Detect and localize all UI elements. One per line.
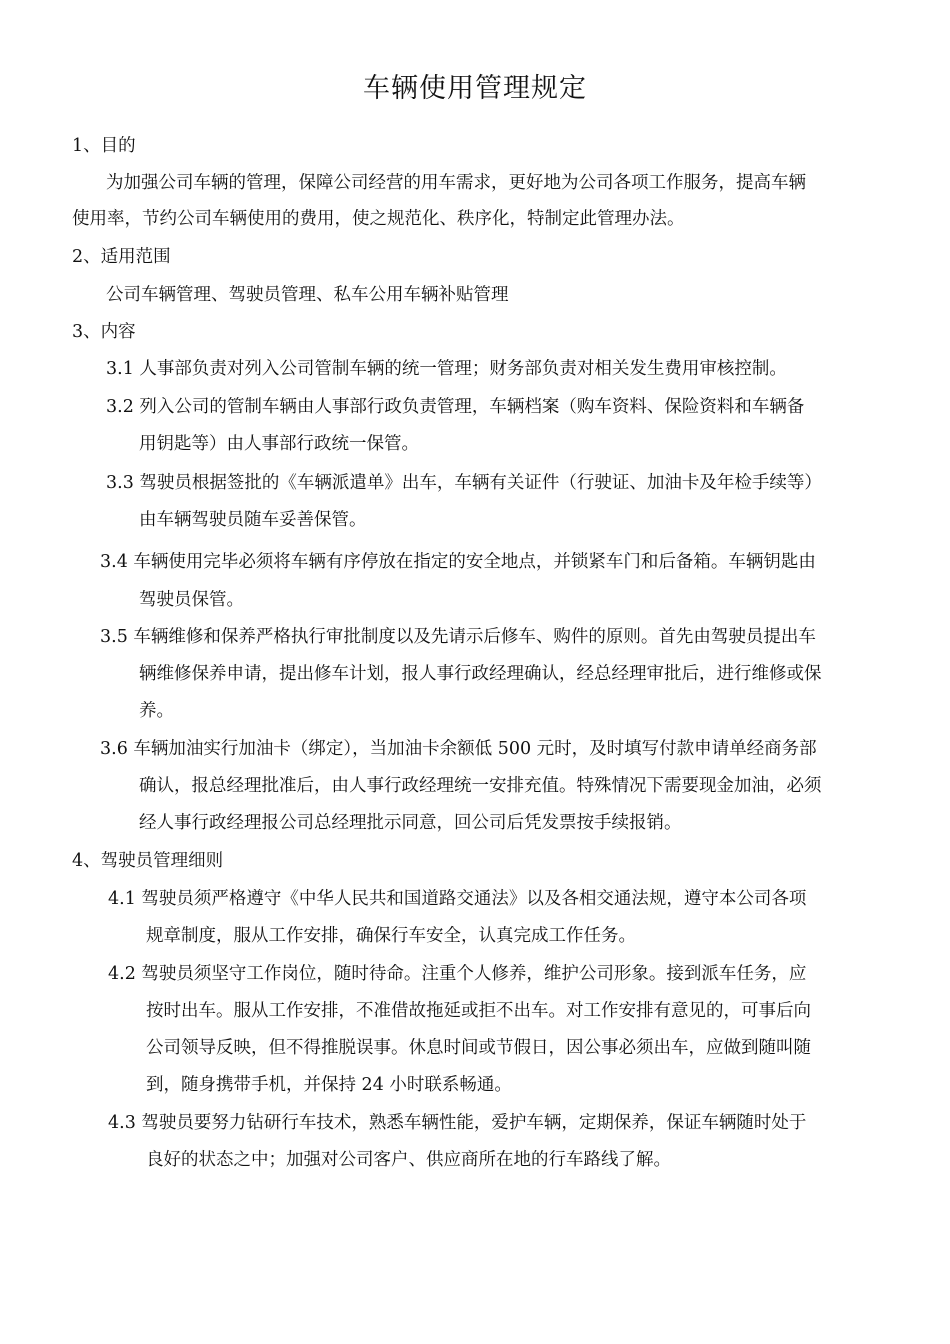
list-item: 3.5 车辆维修和保养严格执行审批制度以及先请示后修车、购件的原则。首先由驾驶员提出车: [100, 627, 816, 647]
section-heading-content: 3、内容: [72, 322, 136, 342]
list-item-continuation: 按时出车。服从工作安排，不准借故拖延或拒不出车。对工作安排有意见的，可事后向: [146, 1001, 811, 1021]
list-item-continuation: 由车辆驾驶员随车妥善保管。: [139, 510, 367, 530]
paragraph-line: 使用率，节约公司车辆使用的费用，使之规范化、秩序化，特制定此管理办法。: [72, 209, 685, 229]
list-item-continuation: 辆维修保养申请，提出修车计划，报人事行政经理确认，经总经理审批后，进行维修或保: [139, 664, 822, 684]
list-item-continuation: 公司领导反映，但不得推脱误事。休息时间或节假日，因公事必须出车，应做到随叫随: [146, 1038, 811, 1058]
list-item-continuation: 驾驶员保管。: [139, 590, 244, 610]
section-heading-driver-rules: 4、驾驶员管理细则: [72, 851, 224, 871]
list-item-continuation: 规章制度，服从工作安排，确保行车安全，认真完成工作任务。: [146, 926, 636, 946]
list-item-continuation: 用钥匙等）由人事部行政统一保管。: [139, 434, 419, 454]
list-item: 3.1 人事部负责对列入公司管制车辆的统一管理；财务部负责对相关发生费用审核控制。: [106, 359, 787, 379]
paragraph-line: 公司车辆管理、驾驶员管理、私车公用车辆补贴管理: [106, 285, 509, 305]
list-item-continuation: 养。: [139, 701, 174, 721]
list-item-continuation: 经人事行政经理报公司总经理批示同意，回公司后凭发票按手续报销。: [139, 813, 682, 833]
list-item-continuation: 良好的状态之中；加强对公司客户、供应商所在地的行车路线了解。: [146, 1150, 671, 1170]
list-item: 4.2 驾驶员须坚守工作岗位，随时待命。注重个人修养，维护公司形象。接到派车任务，应: [108, 964, 807, 984]
section-heading-scope: 2、适用范围: [72, 247, 171, 267]
list-item: 3.6 车辆加油实行加油卡（绑定），当加油卡余额低 500 元时，及时填写付款申请单经商务部: [100, 739, 817, 759]
list-item: 3.3 驾驶员根据签批的《车辆派遣单》出车，车辆有关证件（行驶证、加油卡及年检手续等）: [106, 473, 822, 493]
section-heading-purpose: 1、目的: [72, 136, 136, 156]
list-item: 4.3 驾驶员要努力钻研行车技术，熟悉车辆性能，爱护车辆，定期保养，保证车辆随时处于: [108, 1113, 807, 1133]
list-item: 3.2 列入公司的管制车辆由人事部行政负责管理，车辆档案（购车资料、保险资料和车辆备: [106, 397, 805, 417]
list-item: 4.1 驾驶员须严格遵守《中华人民共和国道路交通法》以及各相交通法规，遵守本公司各项: [108, 889, 807, 909]
list-item-continuation: 到，随身携带手机，并保持 24 小时联系畅通。: [146, 1075, 512, 1095]
paragraph-line: 为加强公司车辆的管理，保障公司经营的用车需求，更好地为公司各项工作服务，提高车辆: [106, 173, 806, 193]
page-title: 车辆使用管理规定: [363, 73, 587, 104]
list-item-continuation: 确认，报总经理批准后，由人事行政经理统一安排充值。特殊情况下需要现金加油，必须: [139, 776, 822, 796]
list-item: 3.4 车辆使用完毕必须将车辆有序停放在指定的安全地点，并锁紧车门和后备箱。车辆钥匙由: [100, 552, 816, 572]
